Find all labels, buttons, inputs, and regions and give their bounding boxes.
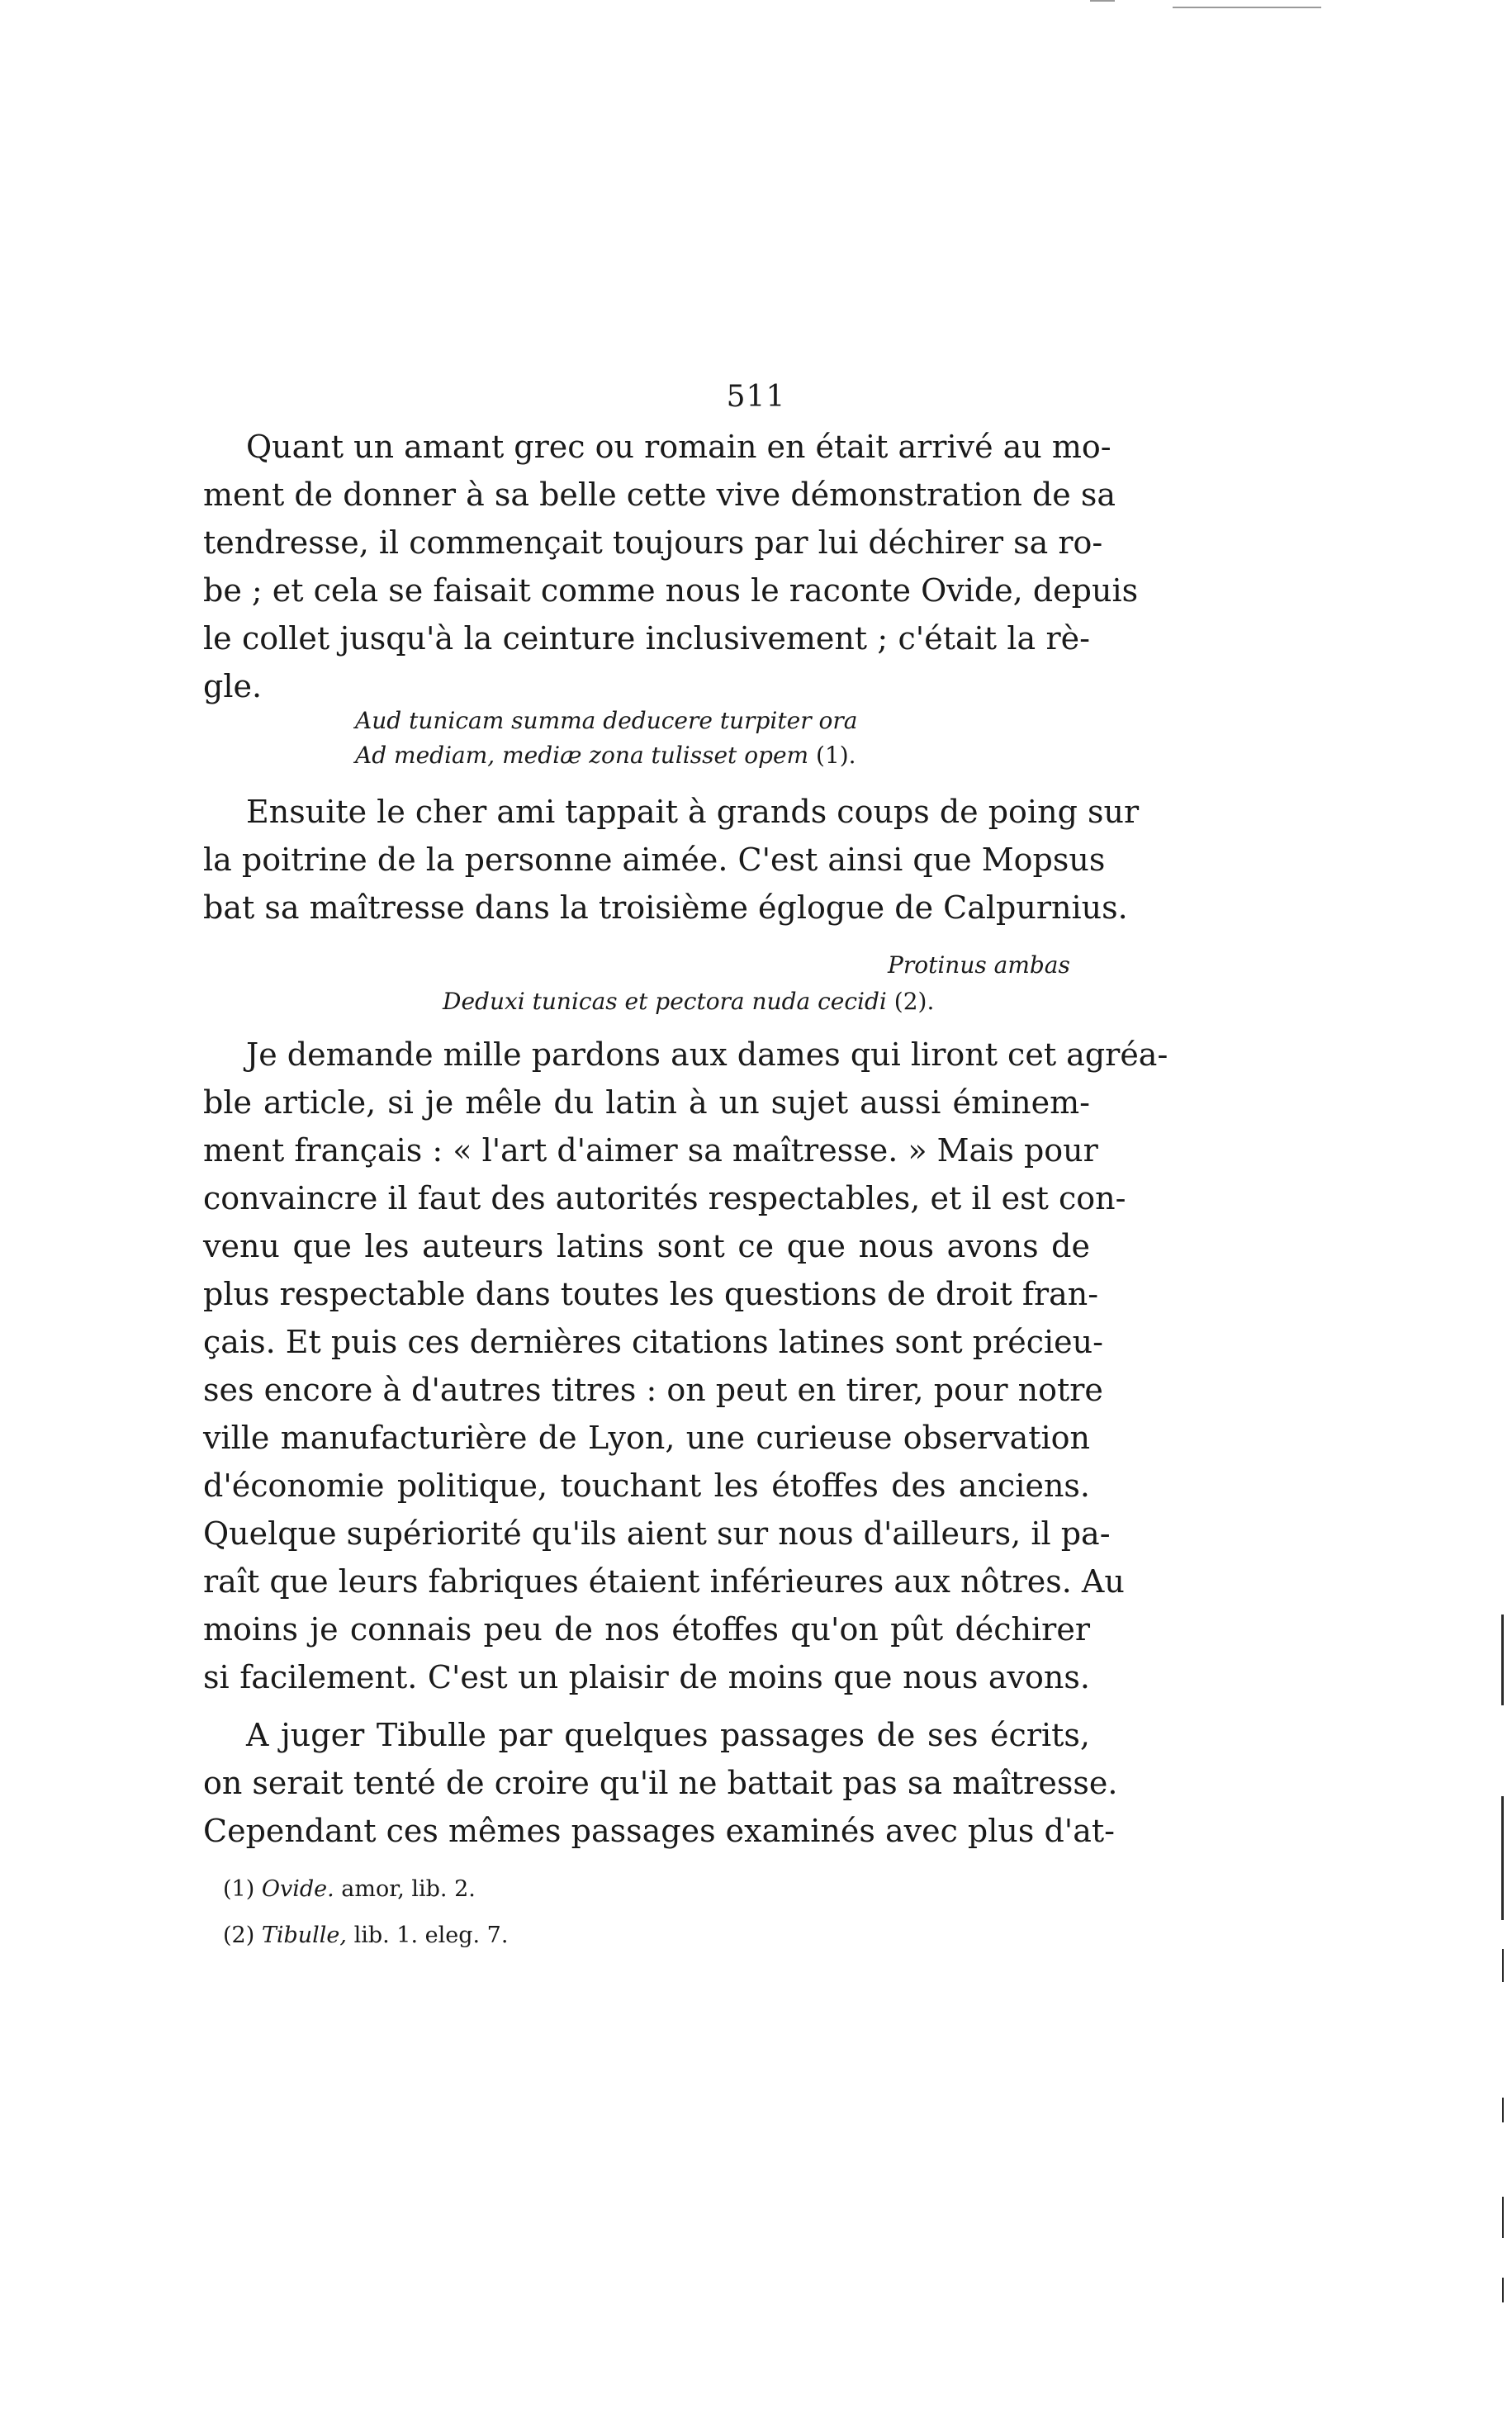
text-line: convaincre il faut des autorités respectables, et il est con- [203,1180,1126,1216]
scan-edge-mark [1173,7,1321,8]
text-line: be ; et cela se faisait comme nous le raconte Ovide, depuis [203,572,1139,609]
text-line: la poitrine de la personne aimée. C'est ainsi que Mopsus [203,842,1106,878]
latin-verse-2-line-1: Protinus ambas [888,951,1070,979]
text-line: ville manufacturière de Lyon, une curieuse observation [203,1420,1090,1456]
latin-verse-1 [355,704,857,773]
latin-verse-2-line-2 [443,984,934,1019]
footnote-text: lib. 1. eleg. 7. [347,1923,509,1948]
text-line: le collet jusqu'à la ceinture inclusivement ; c'était la rè- [203,620,1090,657]
scan-margin-mark [1502,2098,1504,2122]
text-line: bat sa maîtresse dans la troisième églogue de Calpurnius. [203,889,1128,926]
verse-line-text: Ad mediam, mediæ zona tulisset opem [355,742,809,769]
text-line: si facilement. C'est un plaisir de moins que nous avons. [203,1659,1090,1695]
footnote-marker: (1) [223,1876,255,1902]
text-line: A juger Tibulle par quelques passages de ses écrits, [246,1717,1090,1753]
paragraph-2 [203,788,1140,932]
text-line: d'économie politique, touchant les étoffes des anciens. [203,1468,1090,1504]
footnote-ref: (1). [816,742,856,769]
text-line: Quant un amant grec ou romain en était arrivé au mo- [246,429,1111,465]
text-line: Cependant ces mêmes passages examinés avec plus d'at- [203,1813,1116,1849]
text-line: venu que les auteurs latins sont ce que nous avons de [203,1228,1090,1264]
text-line: raît que leurs fabriques étaient inférieures aux nôtres. Au [203,1563,1125,1600]
paragraph-1 [203,423,1139,710]
text-line: on serait tenté de croire qu'il ne battait pas sa maîtresse. [203,1765,1118,1801]
text-line: plus respectable dans toutes les questions de droit fran- [203,1276,1099,1312]
scan-margin-mark [1501,1796,1504,1920]
footnote-author: Ovide. [261,1876,334,1902]
text-line: çais. Et puis ces dernières citations latines sont précieu- [203,1324,1103,1360]
text-line: moins je connais peu de nos étoffes qu'on pût déchirer [203,1611,1090,1648]
footnote-marker: (2) [223,1923,255,1948]
footnote-1 [223,1873,476,1906]
page-number: 511 [726,380,786,414]
text-line: ment français : « l'art d'aimer sa maîtresse. » Mais pour [203,1132,1098,1169]
text-line: Je demande mille pardons aux dames qui liront cet agréa- [246,1036,1168,1073]
text-line: ble article, si je mêle du latin à un sujet aussi éminem- [203,1084,1090,1121]
text-line: gle. [203,668,263,704]
paragraph-4 [203,1711,1118,1855]
text-line: Ensuite le cher ami tappait à grands coups de poing sur [246,794,1140,830]
scan-margin-mark [1502,1949,1504,1982]
scan-margin-mark [1502,2278,1504,2302]
scan-margin-mark [1501,1615,1504,1705]
text-line: ses encore à d'autres titres : on peut en tirer, pour notre [203,1372,1103,1408]
footnote-author: Tibulle, [261,1923,347,1948]
scan-margin-mark [1502,2197,1504,2238]
footnote-ref: (2). [893,988,935,1015]
footnote-2 [223,1919,508,1952]
text-line: tendresse, il commençait toujours par lui déchirer sa ro- [203,524,1103,561]
verse-line [355,738,857,773]
text-line: ment de donner à sa belle cette vive démonstration de sa [203,477,1116,513]
verse-line-text: Deduxi tunicas et pectora nuda cecidi [443,988,887,1015]
verse-line: Aud tunicam summa deducere turpiter ora [355,707,858,734]
text-line: Quelque supériorité qu'ils aient sur nous d'ailleurs, il pa- [203,1515,1111,1552]
paragraph-3 [203,1031,1168,1701]
footnote-text: amor, lib. 2. [334,1876,476,1902]
scan-edge-mark [1090,0,1115,2]
